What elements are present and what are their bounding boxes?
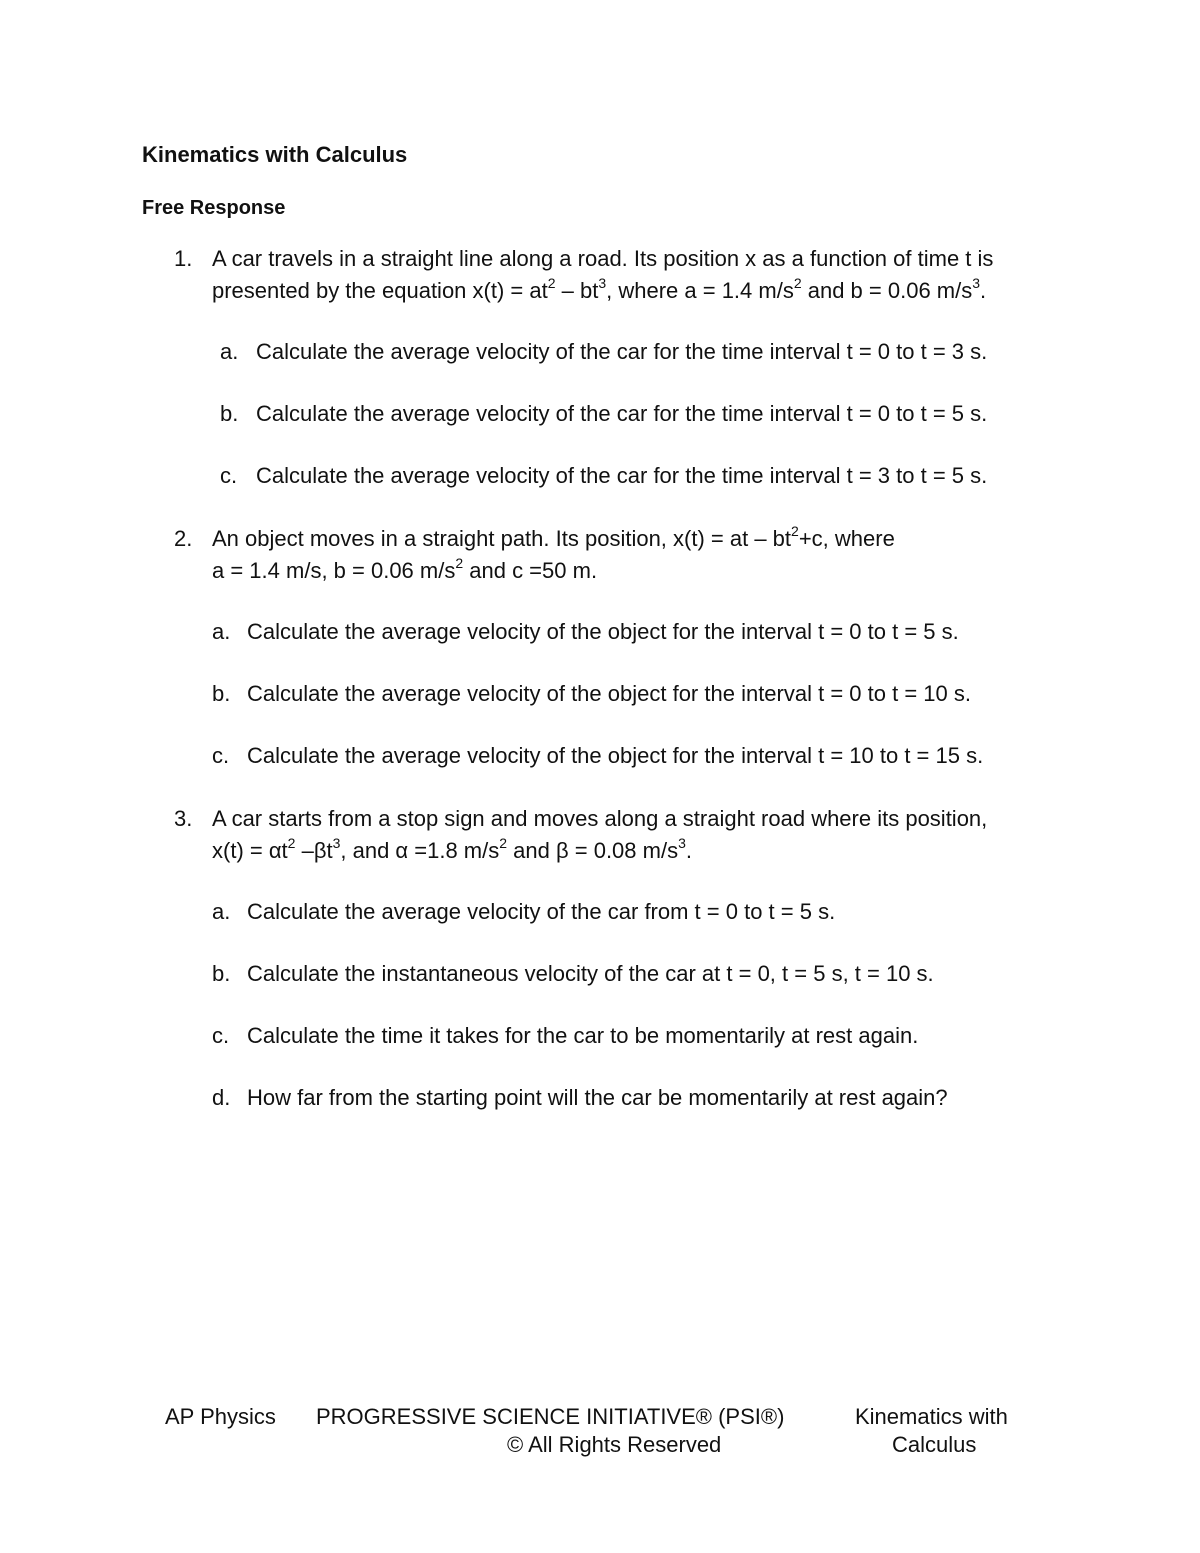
part-letter: c. bbox=[212, 1023, 230, 1048]
part-text: Calculate the average velocity of the car for the time interval t = 3 to t = 5 s. bbox=[256, 463, 988, 488]
part-text: How far from the starting point will the car be momentarily at rest again? bbox=[247, 1085, 948, 1110]
part-letter: a. bbox=[220, 339, 239, 364]
part-text: Calculate the average velocity of the object for the interval t = 10 to t = 15 s. bbox=[247, 743, 984, 768]
question-number: 2. bbox=[174, 526, 193, 551]
part-letter: a. bbox=[212, 899, 231, 924]
footer-organization: PROGRESSIVE SCIENCE INITIATIVE® (PSI®) bbox=[316, 1404, 785, 1429]
footer-topic-line2: Calculus bbox=[892, 1432, 977, 1457]
part-text: Calculate the average velocity of the object for the interval t = 0 to t = 5 s. bbox=[247, 619, 959, 644]
part-letter: a. bbox=[212, 619, 231, 644]
part-text: Calculate the time it takes for the car to be momentarily at rest again. bbox=[247, 1023, 919, 1048]
footer-topic-line1: Kinematics with bbox=[855, 1404, 1008, 1429]
part-text: Calculate the instantaneous velocity of the car at t = 0, t = 5 s, t = 10 s. bbox=[247, 961, 934, 986]
page-title: Kinematics with Calculus bbox=[142, 142, 408, 167]
part-letter: b. bbox=[220, 401, 239, 426]
part-text: Calculate the average velocity of the car from t = 0 to t = 5 s. bbox=[247, 899, 836, 924]
part-letter: b. bbox=[212, 961, 231, 986]
question-stem-line: An object moves in a straight path. Its position, x(t) = at – $bt^2+c$, where bbox=[212, 522, 895, 551]
part-text: Calculate the average velocity of the car for the time interval t = 0 to t = 3 s. bbox=[256, 339, 988, 364]
part-text: Calculate the average velocity of the car for the time interval t = 0 to t = 5 s. bbox=[256, 401, 988, 426]
question-stem-line: A car travels in a straight line along a road. Its position x as a function of time t is bbox=[212, 246, 994, 271]
part-letter: c. bbox=[220, 463, 238, 488]
question-stem-line: presented by the equation $x(t) = at^2 - bt^3$, where a = 1.4 $m/s^2$ and b = 0.06 $m/s^3$. bbox=[212, 274, 987, 303]
question-stem-line: A car starts from a stop sign and moves along a straight road where its position, bbox=[212, 806, 988, 831]
part-text: Calculate the average velocity of the object for the interval t = 0 to t = 10 s. bbox=[247, 681, 971, 706]
section-heading: Free Response bbox=[142, 197, 286, 219]
part-letter: b. bbox=[212, 681, 231, 706]
question-number: 1. bbox=[174, 246, 193, 271]
part-letter: c. bbox=[212, 743, 230, 768]
question-stem-line: a = 1.4 m/s, b = 0.06 $m/s^2$ and c =50 m. bbox=[212, 554, 598, 583]
question-stem-line: $x(t) = \alpha t^2$ $-\beta t^3$, and α =1.8 $m/s^2$ and β = 0.08 $m/s^3$. bbox=[212, 834, 692, 863]
footer-course: AP Physics bbox=[165, 1404, 276, 1429]
part-letter: d. bbox=[212, 1085, 231, 1110]
footer-copyright: © All Rights Reserved bbox=[507, 1432, 722, 1457]
question-number: 3. bbox=[174, 806, 193, 831]
